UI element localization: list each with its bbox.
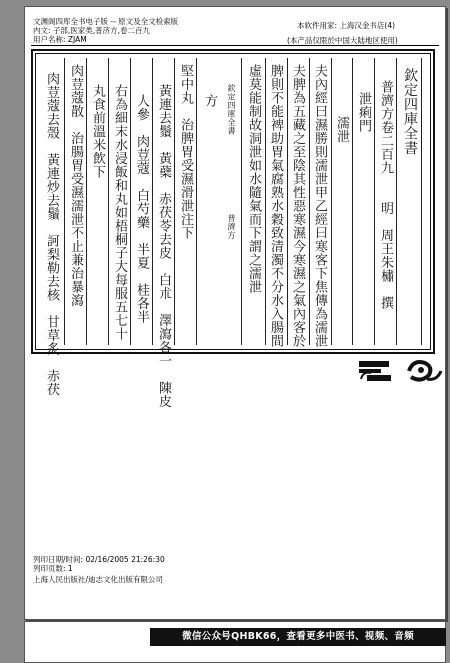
print-pages-value: 1: [67, 564, 73, 573]
col-rule: [309, 58, 310, 345]
text-column: 虛莫能制故洞泄如水隨氣而下謂之濡泄: [246, 64, 261, 294]
text-column: 泄痢門: [356, 92, 371, 133]
text-column: 丸食前溫米飲下: [90, 84, 105, 179]
text-column: 欽定四庫全書: [402, 68, 418, 155]
header-title: 文渊阁四库全书电子版 -- 原文及全文检索版: [33, 17, 179, 26]
scan-frame: [31, 49, 435, 408]
col-rule: [241, 58, 242, 345]
header-rule: [31, 45, 439, 46]
col-rule: [108, 58, 109, 345]
col-rule: [196, 58, 197, 345]
text-column: 堅中丸 治脾胃受濕滑泄注下: [178, 64, 193, 240]
text-column: 普濟方卷二百九 明 周王朱橚 撰: [378, 80, 393, 310]
text-column: 夫內經曰濕勝則濡泄甲乙經曰寒客下焦傳為濡泄: [312, 64, 327, 348]
col-rule: [64, 58, 65, 345]
col-rule: [331, 58, 332, 345]
col-rule: [421, 58, 422, 345]
print-date: [33, 555, 165, 564]
header-content: 内文: 子部,医家类,普济方,卷二百九: [33, 26, 151, 35]
text-column: 濡泄: [334, 116, 349, 143]
text-column: 脾則不能裨助胃氣腐熟水穀致清濁不分水入腸間: [268, 64, 283, 348]
header-region-note: (本产品仅限於中国大陆地区使用): [287, 36, 398, 45]
col-rule: [396, 58, 397, 345]
margin-book: 普濟方: [227, 214, 236, 240]
text-column: 肉荳蔻去殼 黃連炒去鬚 訶梨勒去核 甘草炙 赤茯: [44, 72, 59, 396]
scan-inner-border: [35, 53, 431, 408]
dizhi-logo-icon: [403, 355, 443, 385]
publisher-logo-icon: [357, 355, 393, 385]
header-licensee: 本软件用家: 上海汉金书店(4): [297, 21, 396, 30]
col-rule: [352, 58, 353, 345]
publisher-line: 上海人民出版社/迪志文化出版有限公司: [33, 575, 164, 584]
col-rule: [265, 58, 266, 345]
col-rule: [174, 58, 175, 345]
section-title: 方: [202, 94, 217, 108]
print-pages-label: 列印页数:: [33, 564, 66, 573]
text-column: 右為細末水浸飯和丸如梧桐子大每服五七十: [112, 84, 127, 341]
text-column: 肉荳蔻散 治腸胃受濕濡泄不止兼治暴瀉: [68, 64, 83, 307]
print-pages: [33, 564, 73, 573]
col-rule: [130, 58, 131, 345]
text-column: 人參 肉荳蔻 白芍藥 半夏 桂各半: [134, 94, 149, 324]
print-date-value: 02/16/2005 21:26:30: [85, 555, 165, 564]
text-column: 黃連去鬚 黃蘗 赤茯苓去皮 白朮 澤瀉各一 陳皮: [156, 84, 171, 408]
col-rule: [287, 58, 288, 345]
document-page: [24, 6, 446, 620]
col-rule: [86, 58, 87, 345]
margin-title: 欽定四庫全書: [227, 84, 236, 135]
text-column: 夫脾為五藏之至陰其性惡寒濕今寒濕之氣內客於: [290, 64, 305, 348]
print-date-label: 列印日期/时间:: [33, 555, 84, 564]
col-rule: [374, 58, 375, 345]
header-user: 用户名称: ZJAM: [33, 35, 87, 44]
col-rule: [152, 58, 153, 345]
watermark-banner: 微信公众号QHBK66，查看更多中医书、视频、音频: [150, 628, 446, 646]
